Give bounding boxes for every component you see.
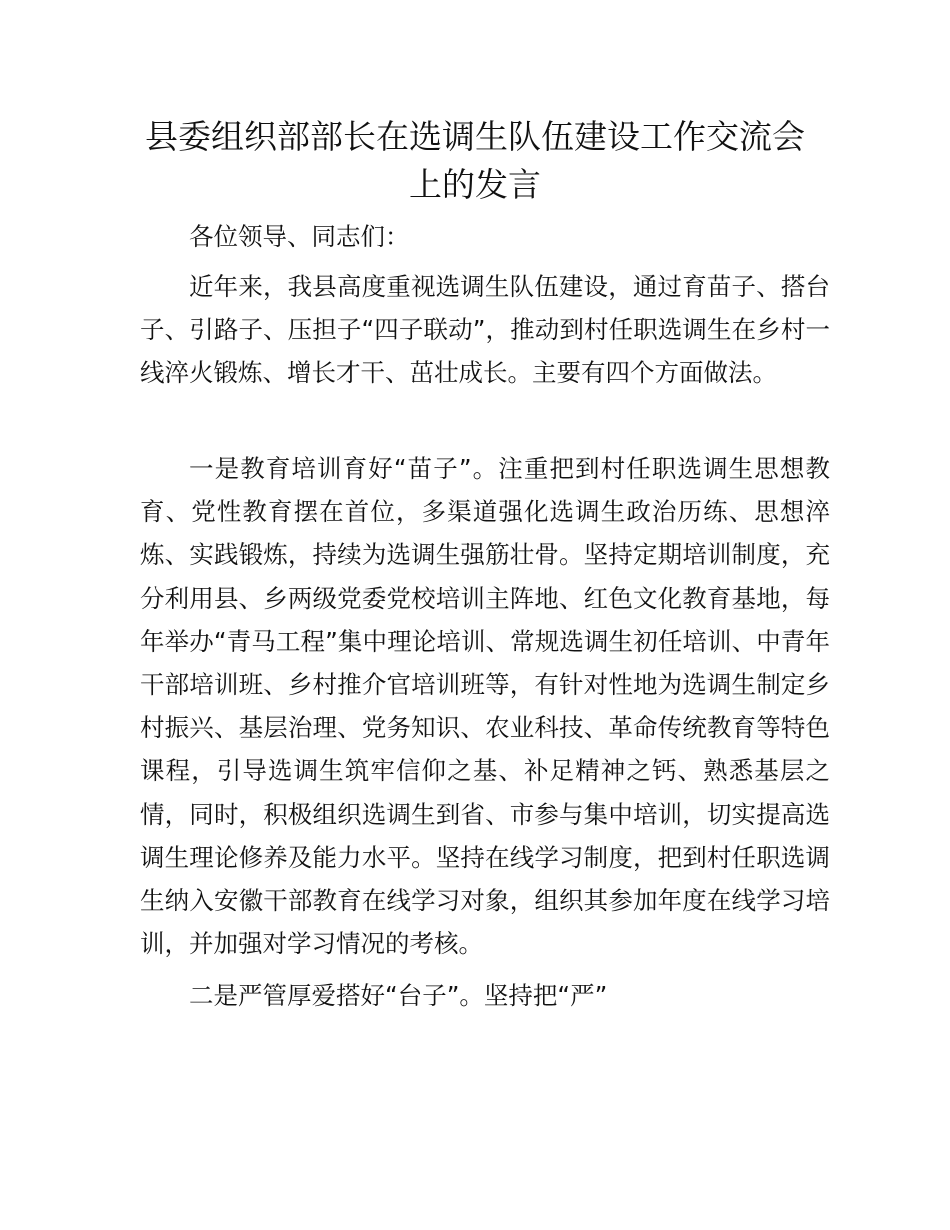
- title-line-2: 上的发言: [409, 165, 541, 204]
- paragraph-intro: 近年来，我县高度重视选调生队伍建设，通过育苗子、搭台子、引路子、压担子“四子联动”，推动到村任职选调生在乡村一线淬火锻炼、增长才干、茁壮成长。主要有四个方面做法。: [140, 272, 830, 388]
- title-line-1: 县委组织部部长在选调生队伍建设工作交流会: [145, 117, 805, 156]
- paragraph-first-method: 一是教育培训育好“苗子”。注重把到村任职选调生思想教育、党性教育摆在首位，多渠道强化选调生政治历练、思想淬炼、实践锻炼，持续为选调生强筋壮骨。坚持定期培训制度，充分利用县、乡两级党委党校培训主阵地、红色文化教育基地，每年举办“青马工程”集中理论培训、常规选调生初任培训、中青年干部培训班、乡村推介官培训班等，有针对性地为选调生制定乡村振兴、基层治理、党务知识、农业科技、革命传统教育等特色课程，引导选调生筑牢信仰之基、补足精神之钙、熟悉基层之情，同时，积极组织选调生到省、市参与集中培训，切实提高选调生理论修养及能力水平。坚持在线学习制度，把到村任职选调生纳入安徽干部教育在线学习对象，组织其参加年度在线学习培训，并加强对学习情况的考核。: [140, 454, 830, 959]
- document-title: [0, 113, 950, 209]
- paragraph-second-method: 二是严管厚爱搭好“台子”。坚持把“严”: [189, 981, 608, 1010]
- greeting: 各位领导、同志们：: [189, 222, 410, 251]
